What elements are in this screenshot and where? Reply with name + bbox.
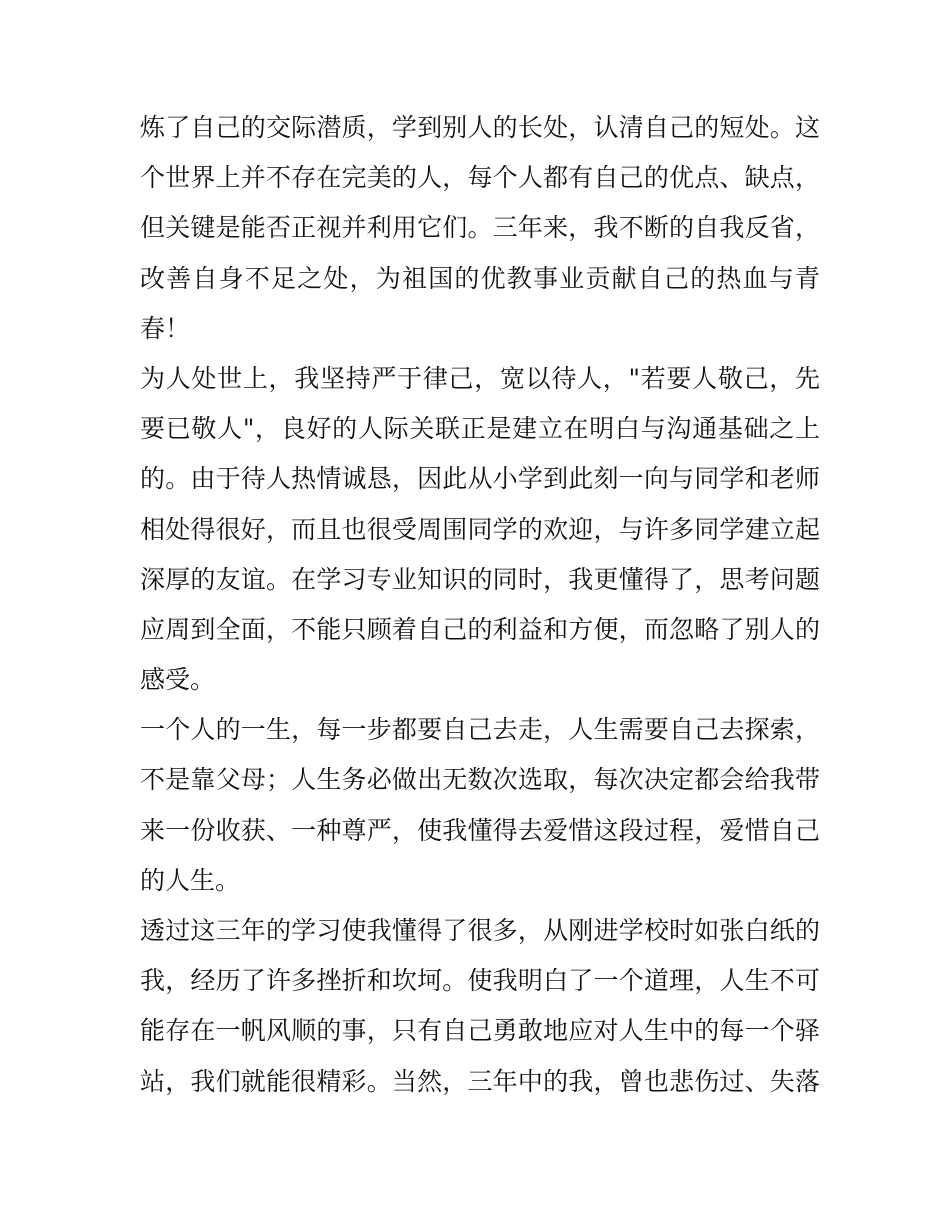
text-line: 的人生。 — [140, 865, 241, 895]
text-line: 站，我们就能很精彩。当然，三年中的我，曾也悲伤过、失落 — [140, 1066, 820, 1096]
text-line: 要已敬人"，良好的人际关联正是建立在明白与沟通基础之上 — [140, 414, 820, 444]
text-line: 的。由于待人热情诚恳，因此从小学到此刻一向与同学和老师 — [140, 464, 820, 494]
text-line: 炼了自己的交际潜质，学到别人的长处，认清自己的短处。这 — [140, 113, 820, 142]
text-line: 不是靠父母；人生务必做出无数次选取，每次决定都会给我带 — [140, 765, 820, 795]
text-line: 个世界上并不存在完美的人，每个人都有自己的优点、缺点， — [140, 163, 820, 193]
text-line: 春！ — [140, 313, 191, 343]
text-line: 但关键是能否正视并利用它们。三年来，我不断的自我反省， — [140, 213, 820, 243]
text-line: 来一份收获、一种尊严，使我懂得去爱惜这段过程，爱惜自己 — [140, 815, 820, 845]
text-line: 能存在一帆风顺的事，只有自己勇敢地应对人生中的每一个驿 — [140, 1016, 820, 1046]
text-line: 感受。 — [140, 665, 216, 695]
text-line: 一个人的一生，每一步都要自己去走，人生需要自己去探索， — [140, 715, 820, 745]
text-line: 相处得很好，而且也很受周围同学的欢迎，与许多同学建立起 — [140, 514, 820, 544]
text-line: 改善自身不足之处，为祖国的优教事业贡献自己的热血与青 — [140, 263, 820, 293]
text-line: 应周到全面，不能只顾着自己的利益和方便，而忽略了别人的 — [140, 614, 820, 644]
text-line: 为人处世上，我坚持严于律己，宽以待人，"若要人敬己，先 — [140, 363, 820, 393]
text-line: 透过这三年的学习使我懂得了很多，从刚进学校时如张白纸的 — [140, 916, 820, 945]
text-line: 深厚的友谊。在学习专业知识的同时，我更懂得了，思考问题 — [140, 564, 820, 594]
text-line: 我，经历了许多挫折和坎坷。使我明白了一个道理，人生不可 — [140, 966, 820, 996]
body-text — [140, 103, 820, 1107]
